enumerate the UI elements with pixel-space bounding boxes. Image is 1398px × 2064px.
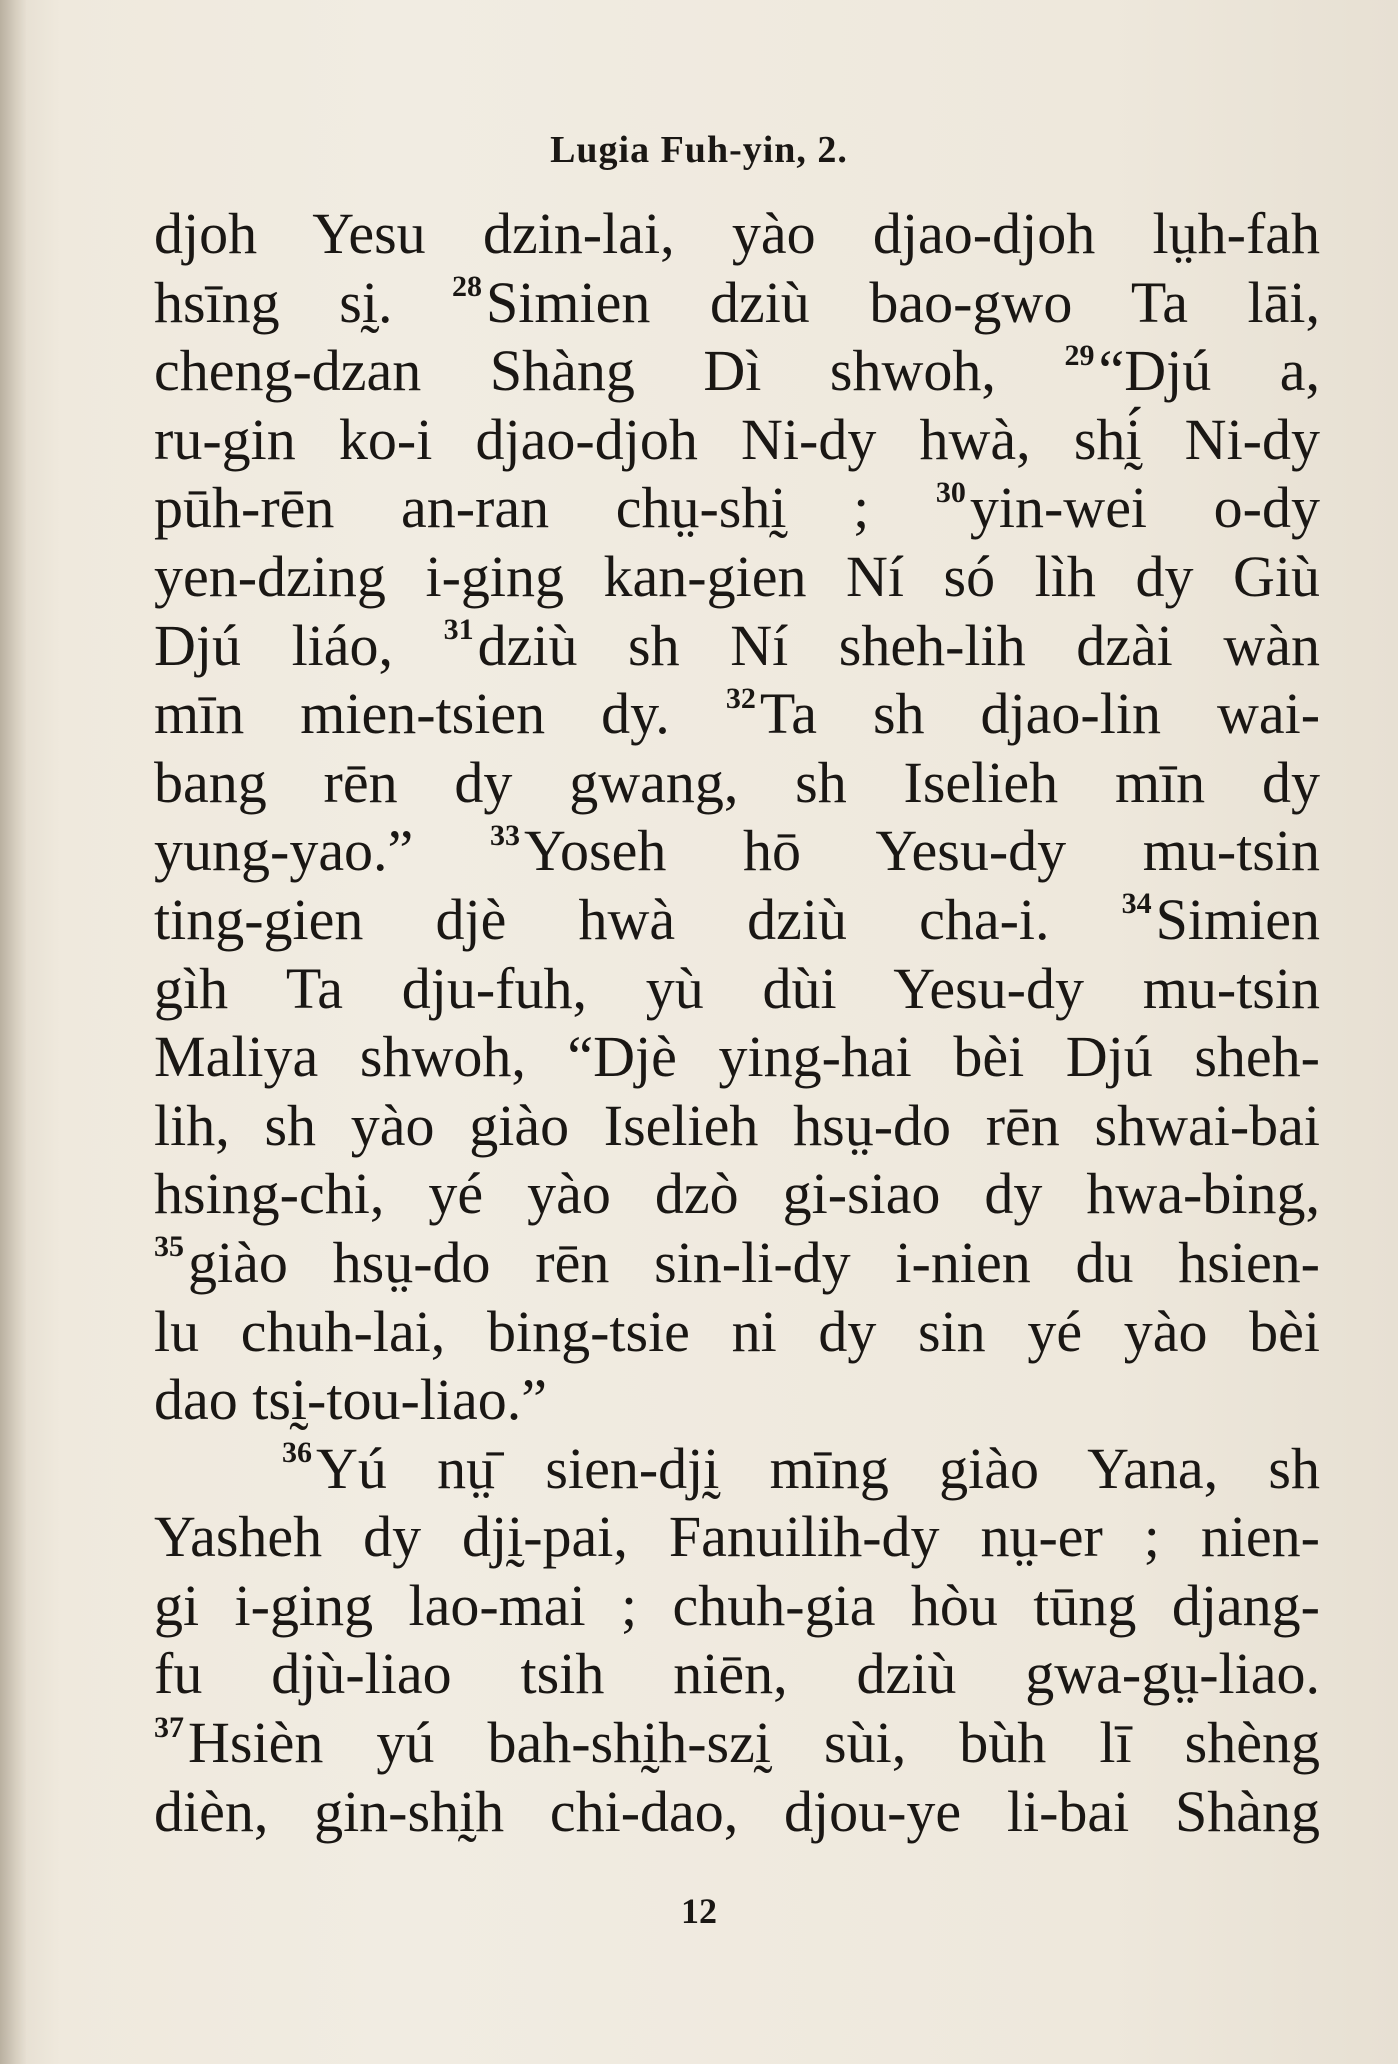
- text-line: [154, 1435, 1320, 1504]
- line-text: Djú liáo,: [154, 612, 394, 678]
- line-text: djoh Yesu dzin-lai, yào djao-djoh lṳh-fah: [154, 201, 1320, 266]
- running-header: Lugia Fuh-yin, 2.: [550, 129, 848, 171]
- verse-number: 32: [725, 681, 756, 715]
- line-text: Simien: [1155, 886, 1320, 952]
- line-text: Hsièn yú bah-shḭh-szḭ sùi, bùh lī shèng: [188, 1710, 1320, 1776]
- line-text: yen-dzing i-ging kan-gien Ní só lìh dy Giù: [154, 543, 1320, 609]
- line-text: gi i-ging lao-mai ; chuh-gia hòu tūng djang-: [154, 1572, 1320, 1638]
- text-line: [154, 1023, 1320, 1092]
- page-gutter: [0, 0, 26, 2064]
- line-text: Maliya shwoh, “Djè ying-hai bèi Djú sheh-: [154, 1024, 1320, 1090]
- line-text: giào hsṳ-do rēn sin-li-dy i-nien du hsien-: [188, 1229, 1320, 1295]
- text-line: [154, 269, 1320, 338]
- text-line: [154, 1298, 1320, 1367]
- line-text: fu djù-liao tsih niēn, dziù gwa-gṳ-liao.: [154, 1641, 1320, 1707]
- text-line: [154, 200, 1320, 269]
- line-text: hsing-chi, yé yào dzò gi-siao dy hwa-bing,: [154, 1161, 1320, 1227]
- text-line: [154, 406, 1320, 475]
- text-line: [154, 337, 1320, 406]
- line-text: lih, sh yào giào Iselieh hsṳ-do rēn shwai-bai: [154, 1092, 1320, 1158]
- line-text: Simien dziù bao-gwo Ta lāi,: [486, 269, 1321, 335]
- text-line: [154, 1503, 1320, 1572]
- line-text: Yoseh hō Yesu-dy mu-tsin: [523, 818, 1320, 884]
- line-text: pūh-rēn an-ran chṳ-shḭ ;: [154, 475, 870, 541]
- line-text: bang rēn dy gwang, sh Iselieh mīn dy: [154, 749, 1320, 815]
- line-text: “Djú a,: [1098, 338, 1321, 404]
- line-text: hsīng sḭ.: [154, 269, 393, 335]
- verse-number: 29: [1064, 338, 1095, 372]
- verse-number: 34: [1121, 887, 1152, 921]
- text-line: [154, 612, 1320, 681]
- text-line: [154, 1572, 1320, 1641]
- verse-number: 36: [282, 1436, 312, 1470]
- text-line: [154, 955, 1320, 1024]
- text-line: [154, 1778, 1320, 1847]
- text-line: [154, 1092, 1320, 1161]
- text-line: [154, 886, 1320, 955]
- text-line: [154, 474, 1320, 543]
- line-text: dièn, gin-shḭh chi-dao, djou-ye li-bai Shàng: [154, 1778, 1320, 1844]
- text-line: [154, 543, 1320, 612]
- text-line: [154, 1709, 1320, 1778]
- text-line: [154, 1366, 1320, 1435]
- line-text: Yú nṳ̄ sien-djḭ mīng giào Yana, sh: [316, 1435, 1320, 1501]
- line-text: dziù sh Ní sheh-lih dzài wàn: [477, 612, 1320, 678]
- verse-number: 35: [154, 1230, 184, 1264]
- verse-number: 28: [452, 270, 483, 304]
- line-text: mīn mien-tsien dy.: [154, 681, 670, 747]
- line-text: yung-yao.”: [154, 818, 414, 884]
- line-text: cheng-dzan Shàng Dì shwoh,: [154, 338, 996, 404]
- line-text: Yasheh dy djḭ-pai, Fanuilih-dy nṳ-er ; nien-: [154, 1504, 1320, 1570]
- line-text: gìh Ta dju-fuh, yù dùi Yesu-dy mu-tsin: [154, 955, 1320, 1021]
- text-line: [154, 817, 1320, 886]
- verse-number: 37: [154, 1710, 184, 1744]
- verse-number: 30: [935, 475, 966, 509]
- text-line: [154, 680, 1320, 749]
- text-line: [154, 749, 1320, 818]
- text-line: [154, 1160, 1320, 1229]
- text-line: [154, 1229, 1320, 1298]
- line-text: dao tsḭ-tou-liao.”: [154, 1367, 548, 1433]
- line-text: Ta sh djao-lin wai-: [759, 681, 1321, 747]
- line-text: yin-wei o-dy: [969, 475, 1320, 541]
- line-text: lu chuh-lai, bing-tsie ni dy sin yé yào bèi: [154, 1298, 1320, 1364]
- page-number: 12: [681, 1891, 717, 1931]
- line-text: ru-gin ko-i djao-djoh Ni-dy hwà, shḭ́ Ni-dy: [154, 406, 1320, 472]
- text-line: [154, 1640, 1320, 1709]
- verse-number: 33: [489, 818, 520, 852]
- line-text: ting-gien djè hwà dziù cha-i.: [154, 886, 1050, 952]
- body-text: [154, 200, 1320, 1846]
- verse-number: 31: [443, 613, 474, 647]
